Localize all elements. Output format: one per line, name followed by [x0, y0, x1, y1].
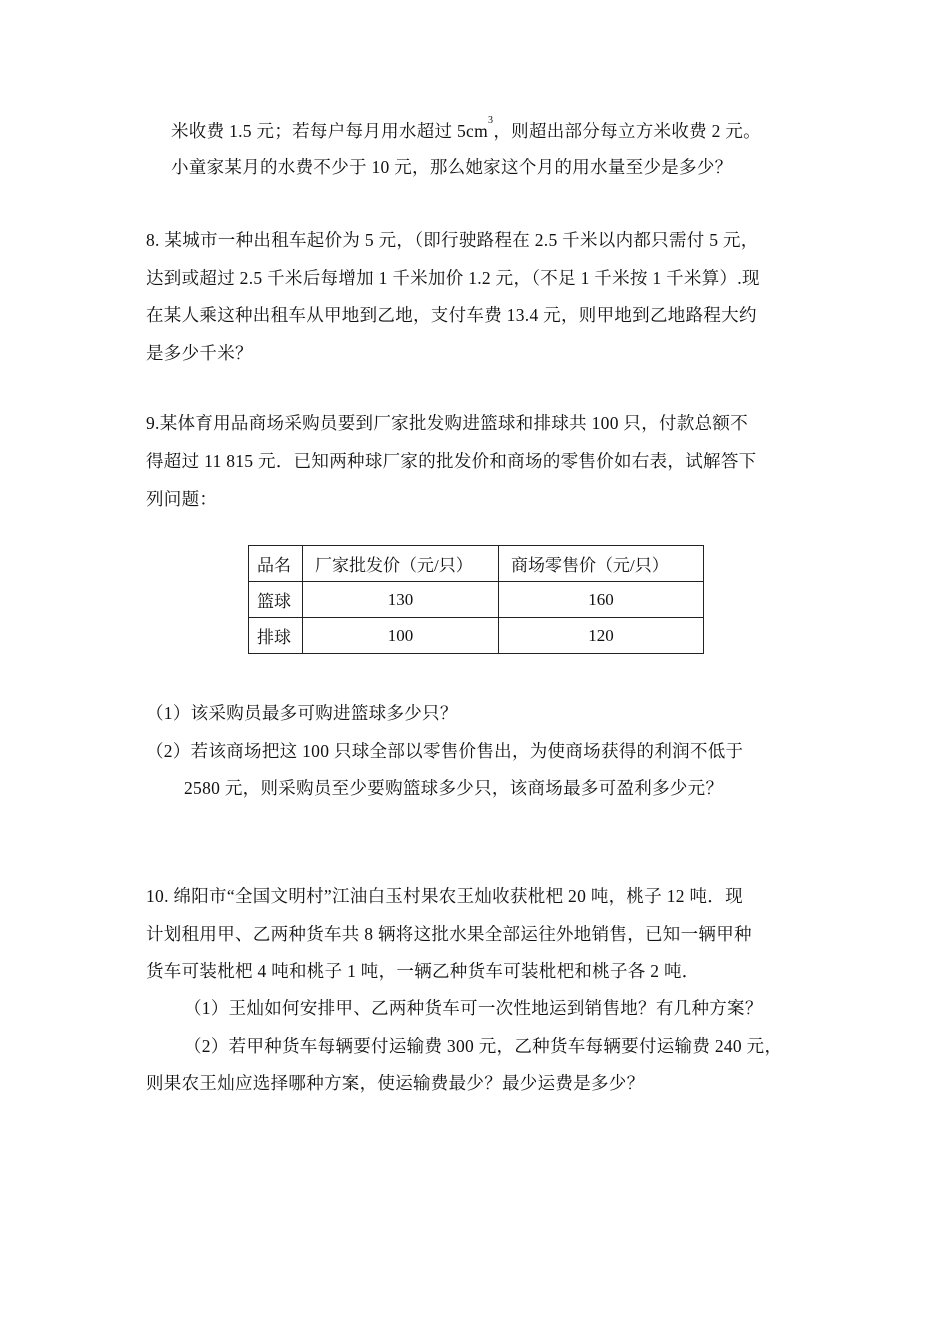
q10-sub-question-2-line-1: （2）若甲种货车每辆要付运输费 300 元，乙种货车每辆要付运输费 240 元，: [184, 1036, 783, 1056]
header-item-name: 品名: [249, 546, 303, 582]
q10-sub-question-1: （1）王灿如何安排甲、乙两种货车可一次性地运到销售地？有几种方案？: [184, 998, 763, 1018]
q7-cubic-superscript: 3: [488, 115, 494, 126]
q9-sub-question-2-line-1: （2）若该商场把这 100 只球全部以零售价售出，为使商场获得的利润不低于: [146, 741, 744, 761]
q10-sub-question-2-line-2: 则果农王灿应选择哪种方案，使运输费最少？最少运费是多少？: [146, 1073, 645, 1093]
q7-line-2: 小童家某月的水费不少于 10 元，那么她家这个月的用水量至少是多少？: [171, 157, 733, 177]
q10-line-2: 计划租用甲、乙两种货车共 8 辆将这批水果全部运往外地销售，已知一辆甲种: [146, 924, 752, 944]
q9-sub-question-2-line-2: 2580 元，则采购员至少要购篮球多少只，该商场最多可盈利多少元？: [184, 778, 724, 798]
q8-line-4: 是多少千米？: [146, 343, 253, 363]
cell-item-volleyball: 排球: [249, 618, 303, 654]
cell-basketball-retail: 160: [499, 582, 704, 618]
q8-line-1: 8. 某城市一种出租车起价为 5 元，（即行驶路程在 2.5 千米以内都只需付 5 元，: [146, 230, 759, 250]
q9-sub-question-1: （1）该采购员最多可购进篮球多少只？: [146, 703, 458, 723]
price-table: [248, 545, 704, 654]
header-retail-price: 商场零售价（元/只）: [499, 546, 704, 582]
q7-line-1-text-b: ，则超出部分每立方米收费 2 元。: [493, 121, 761, 141]
q9-line-2: 得超过 11 815 元．已知两种球厂家的批发价和商场的零售价如右表，试解答下: [146, 451, 757, 471]
q8-line-3: 在某人乘这种出租车从甲地到乙地，支付车费 13.4 元，则甲地到乙地路程大约: [146, 305, 757, 325]
cell-basketball-wholesale: 130: [303, 582, 499, 618]
q7-line-1: [171, 115, 761, 143]
q10-line-1: 10. 绵阳市“全国文明村”江油白玉村果农王灿收获枇杷 20 吨，桃子 12 吨．现: [146, 886, 743, 906]
q9-line-3: 列问题：: [146, 489, 218, 509]
cell-item-basketball: 篮球: [249, 582, 303, 618]
price-table-header-row: [249, 546, 704, 582]
q10-line-3: 货车可装枇杷 4 吨和桃子 1 吨，一辆乙种货车可装枇杷和桃子各 2 吨．: [146, 961, 700, 981]
cell-volleyball-retail: 120: [499, 618, 704, 654]
cell-volleyball-wholesale: 100: [303, 618, 499, 654]
q7-line-1-text-a: 米收费 1.5 元；若每户每月用水超过 5cm: [171, 121, 489, 141]
table-row-basketball: [249, 582, 704, 618]
table-row-volleyball: [249, 618, 704, 654]
header-wholesale-price: 厂家批发价（元/只）: [303, 546, 499, 582]
q8-line-2: 达到或超过 2.5 千米后每增加 1 千米加价 1.2 元，（不足 1 千米按 1 千米算）.现: [146, 268, 760, 288]
q9-line-1: 9.某体育用品商场采购员要到厂家批发购进篮球和排球共 100 只，付款总额不: [146, 413, 749, 433]
